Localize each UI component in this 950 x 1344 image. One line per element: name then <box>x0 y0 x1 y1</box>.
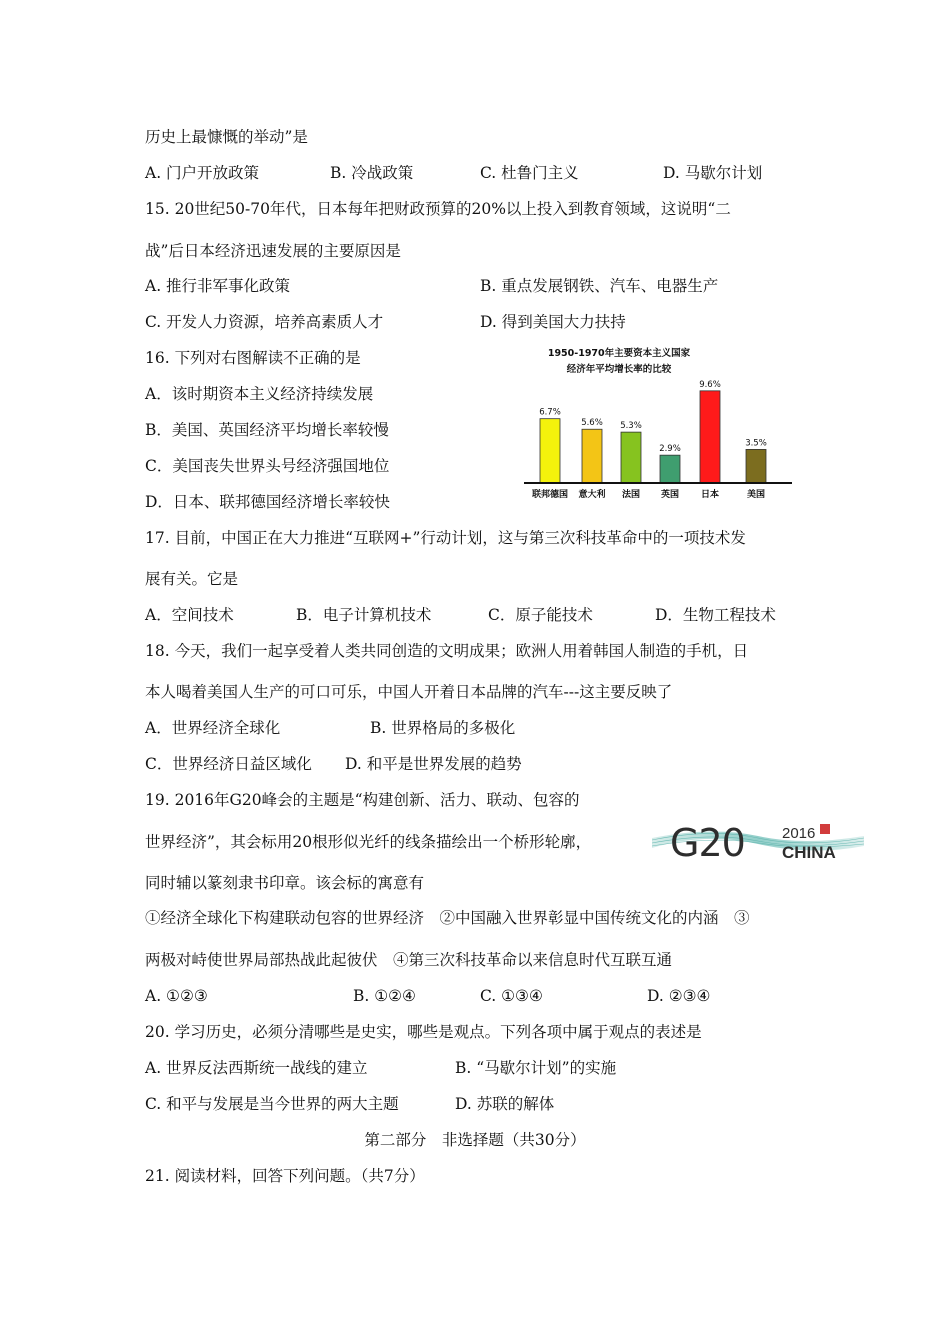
q14-option-d: D. 马歇尔计划 <box>663 164 763 182</box>
q15-option-c: C. 开发人力资源，培养高素质人才 <box>145 313 384 331</box>
q15-option-b: B. 重点发展钢铁、汽车、电器生产 <box>480 277 719 295</box>
q19-option-c: C. ①③④ <box>480 987 543 1005</box>
q17-option-c: C．原子能技术 <box>488 606 593 624</box>
bar-value-label-5: 3.5% <box>745 438 767 449</box>
q16-option-b: B．美国、英国经济平均增长率较慢 <box>145 421 389 439</box>
question-17-stem: 17. 目前，中国正在大力推进“互联网+”行动计划，这与第三次科技革命中的一项技术发 <box>145 529 746 547</box>
question-14-stem-end: 历史上最慷慨的举动”是 <box>145 128 308 146</box>
q19-option-a: A. ①②③ <box>145 987 208 1005</box>
bar-3 <box>660 455 680 483</box>
bar-value-label-1: 5.6% <box>581 418 603 429</box>
category-label-1: 意大利 <box>578 490 606 500</box>
bar-1 <box>582 429 602 483</box>
q19-option-b: B. ①②④ <box>353 987 416 1005</box>
bar-value-label-0: 6.7% <box>539 407 561 418</box>
q16-option-a: A．该时期资本主义经济持续发展 <box>145 385 374 403</box>
q18-option-d: D. 和平是世界发展的趋势 <box>345 755 522 773</box>
question-18-stem: 18. 今天，我们一起享受着人类共同创造的文明成果；欧洲人用着韩国人制造的手机，日 <box>145 642 749 660</box>
category-label-0: 联邦德国 <box>531 490 569 500</box>
question-20-stem: 20. 学习历史，必须分清哪些是史实，哪些是观点。下列各项中属于观点的表述是 <box>145 1023 702 1041</box>
question-19-stem-end: 同时辅以篆刻隶书印章。该会标的寓意有 <box>145 874 425 892</box>
chart-subtitle: 经济年平均增长率的比较 <box>566 364 672 375</box>
logo-year: 2016 <box>782 825 816 842</box>
category-label-3: 英国 <box>660 490 680 500</box>
chart-title: 1950-1970年主要资本主义国家 <box>547 348 691 359</box>
q15-option-a: A. 推行非军事化政策 <box>145 277 291 295</box>
bar-value-label-2: 5.3% <box>620 421 642 432</box>
q14-option-a: A. 门户开放政策 <box>145 164 260 182</box>
q17-option-b: B．电子计算机技术 <box>296 606 432 624</box>
q18-option-a: A．世界经济全球化 <box>145 719 281 737</box>
q15-option-d: D. 得到美国大力扶持 <box>480 313 626 331</box>
q16-option-d: D．日本、联邦德国经济增长率较快 <box>145 493 390 511</box>
question-18-stem-cont: 本人喝着美国人生产的可口可乐，中国人开着日本品牌的汽车---这主要反映了 <box>145 683 673 701</box>
bar-value-label-3: 2.9% <box>659 444 681 455</box>
question-17-stem-cont: 展有关。它是 <box>145 570 239 588</box>
question-16-stem: 16. 下列对右图解读不正确的是 <box>145 349 361 367</box>
q19-statements-2: 两极对峙使世界局部热战此起彼伏 ④第三次科技革命以来信息时代互联互通 <box>145 951 673 969</box>
bar-value-label-4: 9.6% <box>699 379 721 390</box>
part-two-heading: 第二部分 非选择题（共30分） <box>364 1131 586 1149</box>
seal-stamp <box>820 824 830 834</box>
bar-2 <box>621 432 641 483</box>
q19-option-d: D. ②③④ <box>647 987 711 1005</box>
g20-logo <box>652 818 864 862</box>
q18-option-c: C．世界经济日益区域化 <box>145 755 312 773</box>
category-label-2: 法国 <box>621 490 641 500</box>
bar-4 <box>700 391 720 483</box>
q20-option-b: B. “马歇尔计划”的实施 <box>455 1059 617 1077</box>
category-label-4: 日本 <box>700 490 720 500</box>
category-label-5: 美国 <box>746 490 766 500</box>
g20-mark: G20 <box>670 821 745 862</box>
q19-statements-1: ①经济全球化下构建联动包容的世界经济 ②中国融入世界彰显中国传统文化的内涵 ③ <box>145 909 750 927</box>
q14-option-c: C. 杜鲁门主义 <box>480 164 579 182</box>
bar-5 <box>746 449 766 483</box>
question-15-stem: 15. 20世纪50-70年代，日本每年把财政预算的20%以上投入到教育领域，这说明“二 <box>145 200 731 218</box>
q14-option-b: B. 冷战政策 <box>330 164 414 182</box>
q20-option-a: A. 世界反法西斯统一战线的建立 <box>145 1059 368 1077</box>
question-15-stem-cont: 战”后日本经济迅速发展的主要原因是 <box>145 242 401 260</box>
question-19-stem: 19. 2016年G20峰会的主题是“构建创新、活力、联动、包容的 <box>145 791 580 809</box>
q16-option-c: C．美国丧失世界头号经济强国地位 <box>145 457 390 475</box>
question-21-stem: 21. 阅读材料，回答下列问题。（共7分） <box>145 1167 425 1185</box>
q20-option-c: C. 和平与发展是当今世界的两大主题 <box>145 1095 399 1113</box>
question-19-stem-cont: 世界经济”，其会标用20根形似光纤的线条描绘出一个桥形轮廓， <box>145 833 592 851</box>
growth-rate-bar-chart <box>520 342 798 502</box>
q18-option-b: B. 世界格局的多极化 <box>370 719 516 737</box>
bar-0 <box>540 419 560 483</box>
logo-country: CHINA <box>782 843 836 862</box>
q20-option-d: D. 苏联的解体 <box>455 1095 555 1113</box>
q17-option-d: D．生物工程技术 <box>655 606 776 624</box>
q17-option-a: A．空间技术 <box>145 606 234 624</box>
